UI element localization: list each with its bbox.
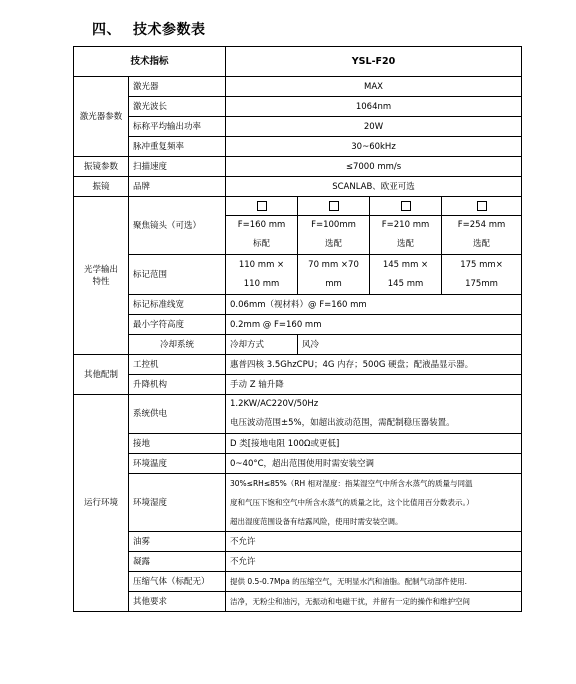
row-label: 激光器 — [129, 77, 226, 97]
table-row — [74, 315, 522, 335]
power-line: 电压波动范围±5%，如超出波动范围，需配制稳压器装置。 — [230, 418, 455, 428]
humidity-line: 度和气压下饱和空气中所含水蒸气的质量之比，这个比值用百分数表示。） — [230, 498, 474, 507]
category-config: 其他配制 — [74, 355, 129, 395]
lens-note: 标配 — [253, 239, 271, 249]
table-row — [74, 157, 522, 177]
range-label: 标记范围 — [129, 255, 226, 295]
category-env: 运行环境 — [74, 395, 129, 612]
row-value: 30~60kHz — [226, 137, 522, 157]
checkbox-square-icon — [329, 201, 339, 211]
row-value — [226, 474, 522, 532]
checkbox-square-icon — [401, 201, 411, 211]
table-row — [74, 474, 522, 532]
marking-range — [442, 255, 522, 295]
humidity-line: 超出湿度范围设备有结露风险，使用时需安装空调。 — [230, 517, 403, 526]
row-label: 标记标准线宽 — [129, 295, 226, 315]
row-value: 洁净，无粉尘和油污，无振动和电磁干扰，并留有一定的操作和维护空间 — [226, 592, 522, 612]
header-indicator: 技术指标 — [74, 47, 226, 77]
table-row — [74, 572, 522, 592]
row-label: 激光波长 — [129, 97, 226, 117]
table-row — [74, 335, 522, 355]
row-value: D 类[接地电阻 100Ω或更低] — [226, 434, 522, 454]
table-row — [74, 77, 522, 97]
row-value: 1064nm — [226, 97, 522, 117]
range-line: 175 mm× — [460, 259, 503, 270]
table-row — [74, 395, 522, 434]
checkbox-square-icon — [477, 201, 487, 211]
lens-focal — [370, 216, 442, 255]
row-label: 最小字符高度 — [129, 315, 226, 335]
marking-range-row — [74, 255, 522, 295]
lens-focal-value: F=160 mm — [237, 220, 286, 230]
table-row — [74, 117, 522, 137]
table-row — [74, 454, 522, 474]
spec-table — [73, 46, 522, 612]
range-line: 110 mm × — [238, 259, 285, 270]
power-line: 1.2KW/AC220V/50Hz — [230, 399, 319, 409]
row-label: 品牌 — [129, 177, 226, 197]
row-label: 工控机 — [129, 355, 226, 375]
row-value: 不允许 — [226, 532, 522, 552]
row-value: 0~40°C，超出范围使用时需安装空调 — [226, 454, 522, 474]
row-label: 冷却方式 — [226, 335, 298, 355]
humidity-line: 30%≤RH≤85%（RH 相对湿度：指某湿空气中所含水蒸气的质量与同温 — [230, 479, 473, 488]
row-label: 扫描速度 — [129, 157, 226, 177]
table-row — [74, 137, 522, 157]
table-row — [74, 375, 522, 395]
row-value: 风冷 — [298, 335, 522, 355]
row-label: 系统供电 — [129, 395, 226, 434]
table-row — [74, 592, 522, 612]
row-label: 环境湿度 — [129, 474, 226, 532]
row-label: 压缩气体（标配无） — [129, 572, 226, 592]
row-value: 20W — [226, 117, 522, 137]
lens-focal-value: F=100mm — [311, 220, 356, 230]
row-label: 标称平均输出功率 — [129, 117, 226, 137]
lens-focal — [226, 216, 298, 255]
category-optical-line2: 特性 — [92, 276, 110, 287]
marking-range — [226, 255, 298, 295]
category-optical — [74, 197, 129, 355]
lens-focal — [442, 216, 522, 255]
row-label: 油雾 — [129, 532, 226, 552]
table-row — [74, 532, 522, 552]
lens-note: 选配 — [473, 239, 491, 249]
row-label: 环境温度 — [129, 454, 226, 474]
table-row — [74, 355, 522, 375]
range-line: 145 mm — [387, 278, 424, 289]
range-line: 145 mm × — [382, 259, 429, 270]
category-laser: 激光器参数 — [74, 77, 129, 157]
row-label: 脉冲重复频率 — [129, 137, 226, 157]
marking-range — [370, 255, 442, 295]
table-row — [74, 552, 522, 572]
table-row — [74, 295, 522, 315]
lens-note: 选配 — [397, 239, 415, 249]
category-galvo-params: 振镜参数 — [74, 157, 129, 177]
lens-option — [298, 197, 370, 216]
lens-focal-value: F=210 mm — [381, 220, 430, 230]
lens-focal-value: F=254 mm — [457, 220, 506, 230]
lens-icon-row — [74, 197, 522, 216]
row-value — [226, 395, 522, 434]
category-galvo: 振镜 — [74, 177, 129, 197]
row-value: MAX — [226, 77, 522, 97]
checkbox-square-icon — [257, 201, 267, 211]
table-row — [74, 177, 522, 197]
table-header-row — [74, 47, 522, 77]
lens-option — [442, 197, 522, 216]
lens-note: 选配 — [325, 239, 343, 249]
row-label: 凝露 — [129, 552, 226, 572]
table-row — [74, 434, 522, 454]
category-optical-line1: 光学输出 — [83, 264, 118, 275]
row-value: 不允许 — [226, 552, 522, 572]
row-value: 0.2mm @ F=160 mm — [226, 315, 522, 335]
row-label: 其他要求 — [129, 592, 226, 612]
lens-label: 聚焦镜头（可选） — [129, 197, 226, 255]
row-value: SCANLAB、欧亚可选 — [226, 177, 522, 197]
row-value: 手动 Z 轴升降 — [226, 375, 522, 395]
range-line: 110 mm — [243, 278, 280, 289]
marking-range — [298, 255, 370, 295]
category-cooling: 冷却系统 — [129, 335, 226, 355]
range-line: 70 mm ×70 — [308, 259, 359, 270]
lens-option — [226, 197, 298, 216]
lens-focal — [298, 216, 370, 255]
section-number: 四、 — [92, 22, 121, 38]
header-model: YSL-F20 — [226, 47, 522, 77]
row-value: 惠普四核 3.5GhzCPU；4G 内存；500G 硬盘；配液晶显示器。 — [226, 355, 522, 375]
range-line: 175mm — [465, 278, 498, 289]
row-value: 提供 0.5-0.7Mpa 的压缩空气，无明显水汽和油脂。配制气动部件使用. — [226, 572, 522, 592]
row-value: ≤7000 mm/s — [226, 157, 522, 177]
section-heading: 技术参数表 — [133, 22, 206, 38]
row-label: 接地 — [129, 434, 226, 454]
row-value: 0.06mm（视材料）@ F=160 mm — [226, 295, 522, 315]
section-title — [92, 19, 206, 39]
row-label: 升降机构 — [129, 375, 226, 395]
table-row — [74, 97, 522, 117]
range-line: mm — [325, 278, 342, 289]
lens-option — [370, 197, 442, 216]
